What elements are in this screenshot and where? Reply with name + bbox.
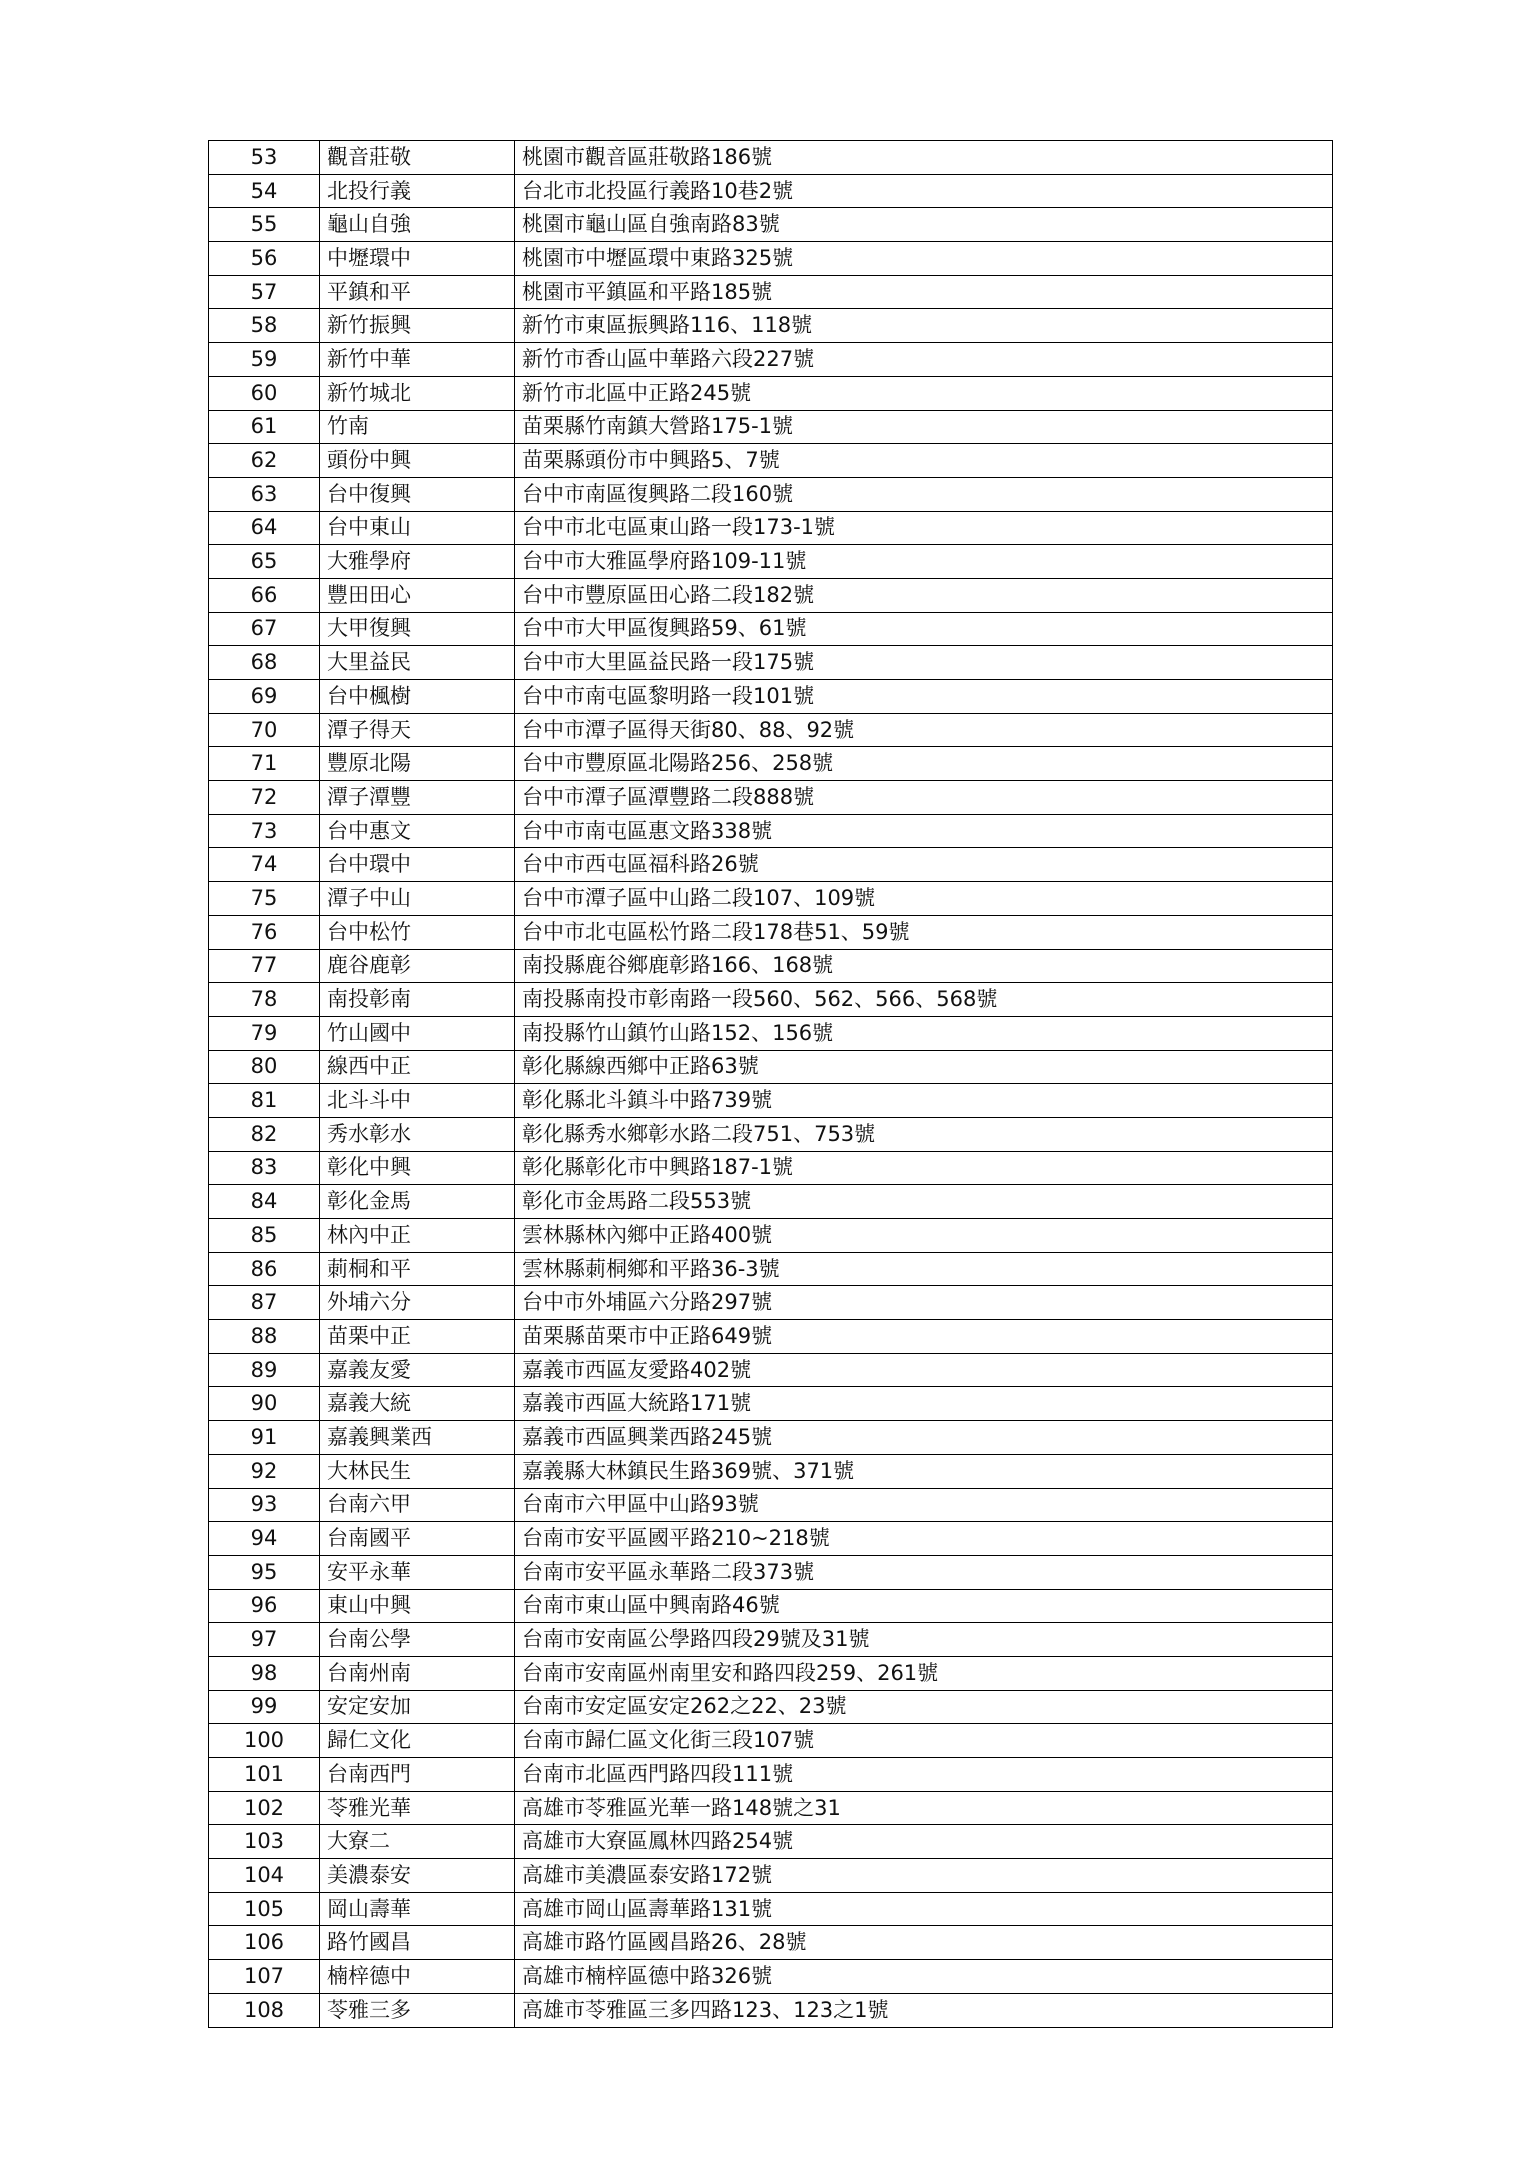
table-row	[209, 680, 1333, 714]
row-number: 81	[209, 1084, 320, 1118]
table-row	[209, 1387, 1333, 1421]
store-name: 大雅學府	[320, 545, 515, 579]
store-address: 高雄市苓雅區光華一路148號之31	[515, 1791, 1333, 1825]
store-name: 美濃泰安	[320, 1859, 515, 1893]
store-name: 路竹國昌	[320, 1926, 515, 1960]
store-address: 彰化縣彰化市中興路187-1號	[515, 1151, 1333, 1185]
table-row	[209, 1488, 1333, 1522]
store-name: 觀音莊敬	[320, 141, 515, 175]
store-address: 台中市豐原區北陽路256、258號	[515, 747, 1333, 781]
store-name: 外埔六分	[320, 1286, 515, 1320]
store-name: 苗栗中正	[320, 1320, 515, 1354]
store-address: 高雄市苓雅區三多四路123、123之1號	[515, 1993, 1333, 2027]
table-row	[209, 1353, 1333, 1387]
row-number: 101	[209, 1758, 320, 1792]
store-table	[208, 140, 1333, 2028]
store-address: 台南市安定區安定262之22、23號	[515, 1690, 1333, 1724]
table-row	[209, 1993, 1333, 2027]
table-row	[209, 1084, 1333, 1118]
table-row	[209, 578, 1333, 612]
store-name: 嘉義大統	[320, 1387, 515, 1421]
table-row	[209, 1623, 1333, 1657]
table-row	[209, 208, 1333, 242]
row-number: 86	[209, 1252, 320, 1286]
table-row	[209, 1219, 1333, 1253]
store-name: 竹南	[320, 410, 515, 444]
store-address: 高雄市岡山區壽華路131號	[515, 1892, 1333, 1926]
store-address: 高雄市楠梓區德中路326號	[515, 1960, 1333, 1994]
store-address: 台南市安平區永華路二段373號	[515, 1555, 1333, 1589]
table-row	[209, 511, 1333, 545]
store-address: 雲林縣莿桐鄉和平路36-3號	[515, 1252, 1333, 1286]
store-name: 岡山壽華	[320, 1892, 515, 1926]
store-name: 鹿谷鹿彰	[320, 949, 515, 983]
row-number: 71	[209, 747, 320, 781]
store-name: 安定安加	[320, 1690, 515, 1724]
row-number: 94	[209, 1522, 320, 1556]
store-name: 潭子中山	[320, 882, 515, 916]
table-row	[209, 1421, 1333, 1455]
row-number: 96	[209, 1589, 320, 1623]
store-address: 台中市北屯區東山路一段173-1號	[515, 511, 1333, 545]
store-name: 龜山自強	[320, 208, 515, 242]
row-number: 69	[209, 680, 320, 714]
table-row	[209, 275, 1333, 309]
store-address: 桃園市龜山區自強南路83號	[515, 208, 1333, 242]
table-row	[209, 141, 1333, 175]
table-row	[209, 1555, 1333, 1589]
store-address: 台中市南屯區黎明路一段101號	[515, 680, 1333, 714]
row-number: 80	[209, 1050, 320, 1084]
row-number: 66	[209, 578, 320, 612]
row-number: 90	[209, 1387, 320, 1421]
table-row	[209, 1926, 1333, 1960]
row-number: 95	[209, 1555, 320, 1589]
table-row	[209, 1185, 1333, 1219]
row-number: 62	[209, 444, 320, 478]
table-row	[209, 1117, 1333, 1151]
row-number: 64	[209, 511, 320, 545]
store-name: 新竹振興	[320, 309, 515, 343]
store-address: 台中市南區復興路二段160號	[515, 477, 1333, 511]
table-row	[209, 242, 1333, 276]
row-number: 99	[209, 1690, 320, 1724]
store-address: 南投縣鹿谷鄉鹿彰路166、168號	[515, 949, 1333, 983]
row-number: 105	[209, 1892, 320, 1926]
table-row	[209, 983, 1333, 1017]
row-number: 97	[209, 1623, 320, 1657]
table-row	[209, 410, 1333, 444]
table-row	[209, 1690, 1333, 1724]
store-address: 台南市安平區國平路210~218號	[515, 1522, 1333, 1556]
row-number: 75	[209, 882, 320, 916]
row-number: 57	[209, 275, 320, 309]
store-address: 台南市安南區州南里安和路四段259、261號	[515, 1656, 1333, 1690]
store-address: 台北市北投區行義路10巷2號	[515, 174, 1333, 208]
row-number: 108	[209, 1993, 320, 2027]
table-row	[209, 1656, 1333, 1690]
store-address: 高雄市美濃區泰安路172號	[515, 1859, 1333, 1893]
table-row	[209, 1859, 1333, 1893]
store-name: 台中楓樹	[320, 680, 515, 714]
table-row	[209, 646, 1333, 680]
store-address: 新竹市北區中正路245號	[515, 376, 1333, 410]
table-row	[209, 1724, 1333, 1758]
row-number: 83	[209, 1151, 320, 1185]
store-address: 台南市歸仁區文化街三段107號	[515, 1724, 1333, 1758]
table-row	[209, 1252, 1333, 1286]
table-row	[209, 882, 1333, 916]
store-address: 雲林縣林內鄉中正路400號	[515, 1219, 1333, 1253]
store-address: 桃園市中壢區環中東路325號	[515, 242, 1333, 276]
row-number: 88	[209, 1320, 320, 1354]
store-name: 平鎮和平	[320, 275, 515, 309]
row-number: 85	[209, 1219, 320, 1253]
table-row	[209, 309, 1333, 343]
store-address: 新竹市香山區中華路六段227號	[515, 343, 1333, 377]
row-number: 89	[209, 1353, 320, 1387]
store-address: 台中市北屯區松竹路二段178巷51、59號	[515, 915, 1333, 949]
store-name: 台中松竹	[320, 915, 515, 949]
table-row	[209, 1286, 1333, 1320]
store-name: 台南西門	[320, 1758, 515, 1792]
table-row	[209, 1892, 1333, 1926]
table-row	[209, 1050, 1333, 1084]
store-name: 北投行義	[320, 174, 515, 208]
row-number: 106	[209, 1926, 320, 1960]
row-number: 77	[209, 949, 320, 983]
store-name: 莿桐和平	[320, 1252, 515, 1286]
store-name: 頭份中興	[320, 444, 515, 478]
table-row	[209, 1454, 1333, 1488]
store-name: 北斗斗中	[320, 1084, 515, 1118]
store-address: 台南市六甲區中山路93號	[515, 1488, 1333, 1522]
store-name: 台中環中	[320, 848, 515, 882]
store-address: 彰化市金馬路二段553號	[515, 1185, 1333, 1219]
table-row	[209, 1791, 1333, 1825]
row-number: 102	[209, 1791, 320, 1825]
table-row	[209, 781, 1333, 815]
store-address: 台中市豐原區田心路二段182號	[515, 578, 1333, 612]
store-address: 彰化縣北斗鎮斗中路739號	[515, 1084, 1333, 1118]
table-row	[209, 444, 1333, 478]
row-number: 58	[209, 309, 320, 343]
table-row	[209, 1825, 1333, 1859]
store-name: 台中東山	[320, 511, 515, 545]
store-address: 台中市大里區益民路一段175號	[515, 646, 1333, 680]
table-row	[209, 1320, 1333, 1354]
store-address: 台中市西屯區福科路26號	[515, 848, 1333, 882]
row-number: 59	[209, 343, 320, 377]
store-name: 嘉義友愛	[320, 1353, 515, 1387]
store-address: 台中市外埔區六分路297號	[515, 1286, 1333, 1320]
store-name: 台中惠文	[320, 814, 515, 848]
table-row	[209, 747, 1333, 781]
row-number: 55	[209, 208, 320, 242]
store-name: 台南國平	[320, 1522, 515, 1556]
store-name: 安平永華	[320, 1555, 515, 1589]
store-name: 台南公學	[320, 1623, 515, 1657]
table-row	[209, 477, 1333, 511]
store-address: 苗栗縣頭份市中興路5、7號	[515, 444, 1333, 478]
row-number: 56	[209, 242, 320, 276]
store-name: 苓雅三多	[320, 1993, 515, 2027]
store-name: 南投彰南	[320, 983, 515, 1017]
store-name: 大甲復興	[320, 612, 515, 646]
table-row	[209, 1960, 1333, 1994]
store-address: 南投縣竹山鎮竹山路152、156號	[515, 1016, 1333, 1050]
table-row	[209, 343, 1333, 377]
store-name: 豐田田心	[320, 578, 515, 612]
store-name: 台南州南	[320, 1656, 515, 1690]
row-number: 60	[209, 376, 320, 410]
row-number: 76	[209, 915, 320, 949]
table-row	[209, 1589, 1333, 1623]
store-address: 台南市北區西門路四段111號	[515, 1758, 1333, 1792]
store-address: 苗栗縣竹南鎮大營路175-1號	[515, 410, 1333, 444]
row-number: 74	[209, 848, 320, 882]
store-name: 彰化金馬	[320, 1185, 515, 1219]
row-number: 104	[209, 1859, 320, 1893]
store-address: 嘉義市西區大統路171號	[515, 1387, 1333, 1421]
store-address: 高雄市路竹區國昌路26、28號	[515, 1926, 1333, 1960]
store-address: 台中市潭子區得天街80、88、92號	[515, 713, 1333, 747]
store-name: 楠梓德中	[320, 1960, 515, 1994]
row-number: 78	[209, 983, 320, 1017]
row-number: 70	[209, 713, 320, 747]
store-address: 南投縣南投市彰南路一段560、562、566、568號	[515, 983, 1333, 1017]
store-name: 歸仁文化	[320, 1724, 515, 1758]
store-name: 大寮二	[320, 1825, 515, 1859]
row-number: 79	[209, 1016, 320, 1050]
table-row	[209, 949, 1333, 983]
store-name: 嘉義興業西	[320, 1421, 515, 1455]
row-number: 92	[209, 1454, 320, 1488]
table-row	[209, 1151, 1333, 1185]
row-number: 100	[209, 1724, 320, 1758]
table-row	[209, 915, 1333, 949]
store-name: 豐原北陽	[320, 747, 515, 781]
store-name: 彰化中興	[320, 1151, 515, 1185]
store-name: 潭子潭豐	[320, 781, 515, 815]
store-address: 嘉義縣大林鎮民生路369號、371號	[515, 1454, 1333, 1488]
store-address: 彰化縣線西鄉中正路63號	[515, 1050, 1333, 1084]
store-address: 桃園市平鎮區和平路185號	[515, 275, 1333, 309]
store-address: 台中市大雅區學府路109-11號	[515, 545, 1333, 579]
store-address: 嘉義市西區興業西路245號	[515, 1421, 1333, 1455]
table-row	[209, 713, 1333, 747]
row-number: 53	[209, 141, 320, 175]
store-address: 台中市南屯區惠文路338號	[515, 814, 1333, 848]
row-number: 73	[209, 814, 320, 848]
row-number: 63	[209, 477, 320, 511]
table-row	[209, 545, 1333, 579]
store-name: 竹山國中	[320, 1016, 515, 1050]
store-name: 林內中正	[320, 1219, 515, 1253]
store-address: 高雄市大寮區鳳林四路254號	[515, 1825, 1333, 1859]
store-address: 嘉義市西區友愛路402號	[515, 1353, 1333, 1387]
store-address: 台南市安南區公學路四段29號及31號	[515, 1623, 1333, 1657]
table-row	[209, 1016, 1333, 1050]
store-name: 新竹中華	[320, 343, 515, 377]
store-address: 新竹市東區振興路116、118號	[515, 309, 1333, 343]
store-address: 桃園市觀音區莊敬路186號	[515, 141, 1333, 175]
table-row	[209, 848, 1333, 882]
store-name: 大林民生	[320, 1454, 515, 1488]
store-table-body	[209, 141, 1333, 2028]
row-number: 65	[209, 545, 320, 579]
row-number: 54	[209, 174, 320, 208]
store-name: 新竹城北	[320, 376, 515, 410]
table-row	[209, 814, 1333, 848]
table-row	[209, 1758, 1333, 1792]
row-number: 72	[209, 781, 320, 815]
row-number: 91	[209, 1421, 320, 1455]
store-name: 台中復興	[320, 477, 515, 511]
store-name: 台南六甲	[320, 1488, 515, 1522]
row-number: 87	[209, 1286, 320, 1320]
table-row	[209, 1522, 1333, 1556]
row-number: 93	[209, 1488, 320, 1522]
store-name: 線西中正	[320, 1050, 515, 1084]
row-number: 61	[209, 410, 320, 444]
table-row	[209, 612, 1333, 646]
store-name: 苓雅光華	[320, 1791, 515, 1825]
row-number: 67	[209, 612, 320, 646]
row-number: 84	[209, 1185, 320, 1219]
row-number: 98	[209, 1656, 320, 1690]
store-name: 大里益民	[320, 646, 515, 680]
table-row	[209, 174, 1333, 208]
store-address: 台南市東山區中興南路46號	[515, 1589, 1333, 1623]
store-address: 苗栗縣苗栗市中正路649號	[515, 1320, 1333, 1354]
store-name: 中壢環中	[320, 242, 515, 276]
row-number: 68	[209, 646, 320, 680]
store-name: 秀水彰水	[320, 1117, 515, 1151]
store-name: 東山中興	[320, 1589, 515, 1623]
row-number: 82	[209, 1117, 320, 1151]
store-address: 彰化縣秀水鄉彰水路二段751、753號	[515, 1117, 1333, 1151]
store-name: 潭子得天	[320, 713, 515, 747]
row-number: 107	[209, 1960, 320, 1994]
store-address: 台中市潭子區潭豐路二段888號	[515, 781, 1333, 815]
store-address: 台中市潭子區中山路二段107、109號	[515, 882, 1333, 916]
store-address: 台中市大甲區復興路59、61號	[515, 612, 1333, 646]
table-row	[209, 376, 1333, 410]
row-number: 103	[209, 1825, 320, 1859]
